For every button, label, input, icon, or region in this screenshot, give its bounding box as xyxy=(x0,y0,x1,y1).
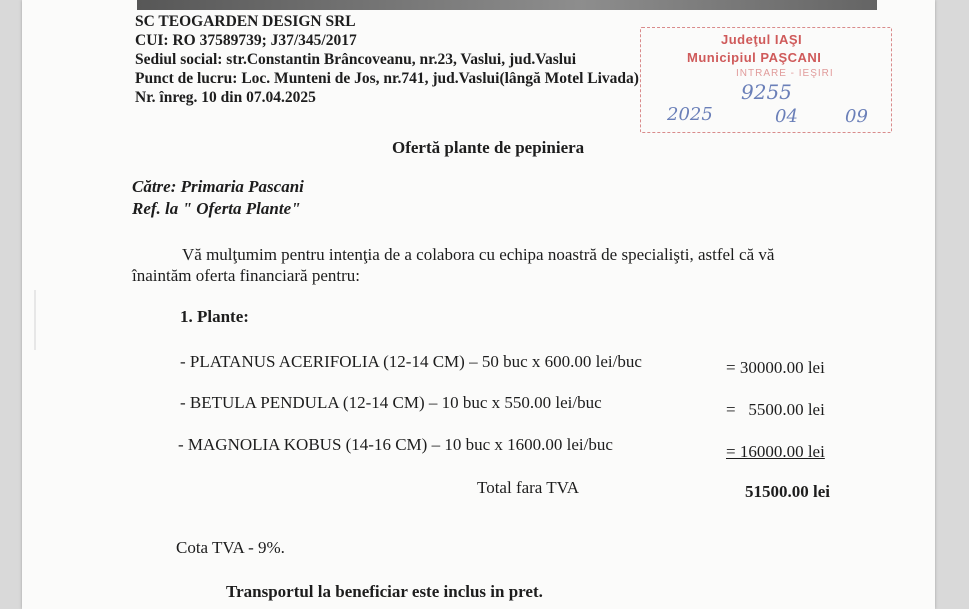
company-workpoint: Punct de lucru: Loc. Munteni de Jos, nr.741, jud.Vaslui(lângă Motel Livada) xyxy=(135,70,639,87)
total-amount: 51500.00 lei xyxy=(745,482,830,501)
item-description: - PLATANUS ACERIFOLIA (12-14 CM) – 50 buc x 600.00 lei/buc xyxy=(180,352,642,371)
document-page xyxy=(22,0,935,609)
company-header xyxy=(135,12,639,107)
company-cui: CUI: RO 37589739; J37/345/2017 xyxy=(135,32,357,49)
stamp-handwritten-month: 04 xyxy=(775,106,798,127)
intro-line-1: Vă mulţumim pentru intenţia de a colabora cu echipa noastră de specialişti, astfel că vă xyxy=(182,245,775,264)
stamp-handwritten-day: 09 xyxy=(845,106,868,127)
item-amount: = 5500.00 lei xyxy=(726,400,825,419)
stamp-municipality: Municipiul PAŞCANI xyxy=(687,50,822,65)
item-amount: = 16000.00 lei xyxy=(726,442,825,461)
item-amount: = 30000.00 lei xyxy=(726,358,825,377)
recipient-ref: Ref. la " Oferta Plante" xyxy=(132,199,301,218)
stamp-registry: INTRARE - IEŞIRI xyxy=(736,68,834,79)
stamp-county: Judeţul IAŞI xyxy=(721,32,803,47)
item-description: - MAGNOLIA KOBUS (14-16 CM) – 10 buc x 1600.00 lei/buc xyxy=(178,435,613,454)
company-name: SC TEOGARDEN DESIGN SRL xyxy=(135,13,356,30)
section-heading: 1. Plante: xyxy=(180,307,249,326)
stamp-handwritten-year: 2025 xyxy=(667,104,713,125)
registry-stamp xyxy=(640,27,892,133)
transport-note: Transportul la beneficiar este inclus in pret. xyxy=(226,582,543,601)
company-seat: Sediul social: str.Constantin Brâncoveanu, nr.23, Vaslui, jud.Vaslui xyxy=(135,51,577,68)
recipient-block xyxy=(132,176,304,220)
document-title: Ofertă plante de pepiniera xyxy=(392,138,585,157)
recipient-to: Către: Primaria Pascani xyxy=(132,177,304,196)
total-label: Total fara TVA xyxy=(477,478,580,497)
intro-paragraph xyxy=(132,244,892,286)
registration-number: Nr. înreg. 10 din 07.04.2025 xyxy=(135,89,316,106)
vat-note: Cota TVA - 9%. xyxy=(176,538,285,557)
item-description: - BETULA PENDULA (12-14 CM) – 10 buc x 550.00 lei/buc xyxy=(180,393,602,412)
margin-mark xyxy=(34,290,36,350)
scan-edge-strip xyxy=(137,0,877,10)
stamp-handwritten-number: 9255 xyxy=(741,80,792,104)
intro-line-2: înaintăm oferta financiară pentru: xyxy=(132,266,360,285)
